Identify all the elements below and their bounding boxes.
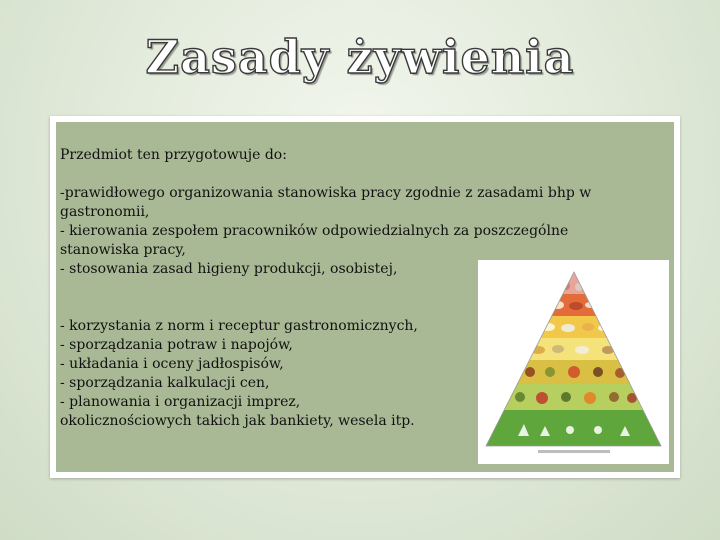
pyramid-tier-top (478, 272, 669, 294)
pyramid-tier-4 (478, 338, 669, 360)
list-line: - sporządzania potraw i napojów, (60, 337, 293, 353)
pyramid-tier-base (478, 410, 669, 446)
slide-title: Zasady żywienia (145, 30, 575, 84)
list-line: stanowiska pracy, (60, 242, 186, 258)
list-line: okolicznościowych takich jak bankiety, wesela itp. (60, 413, 415, 429)
list-line: - układania i oceny jadłospisów, (60, 356, 284, 372)
pyramid-caption-line (538, 450, 610, 453)
list-line: - korzystania z norm i receptur gastronomicznych, (60, 318, 418, 334)
content-frame (50, 116, 680, 478)
pyramid-tier-6 (478, 384, 669, 410)
list-line: gastronomii, (60, 204, 150, 220)
content-box (56, 122, 674, 472)
list-line: -prawidłowego organizowania stanowiska pracy zgodnie z zasadami bhp w (60, 185, 592, 201)
list-line: - kierowania zespołem pracowników odpowiedzialnych za poszczególne (60, 223, 569, 239)
food-pyramid-image (478, 260, 669, 464)
list-line: - stosowania zasad higieny produkcji, osobistej, (60, 261, 398, 277)
intro-text: Przedmiot ten przygotowuje do: (60, 147, 287, 163)
list-line: - planowania i organizacji imprez, (60, 394, 301, 410)
food-pyramid-icon (478, 260, 669, 464)
list-line: - sporządzania kalkulacji cen, (60, 375, 270, 391)
